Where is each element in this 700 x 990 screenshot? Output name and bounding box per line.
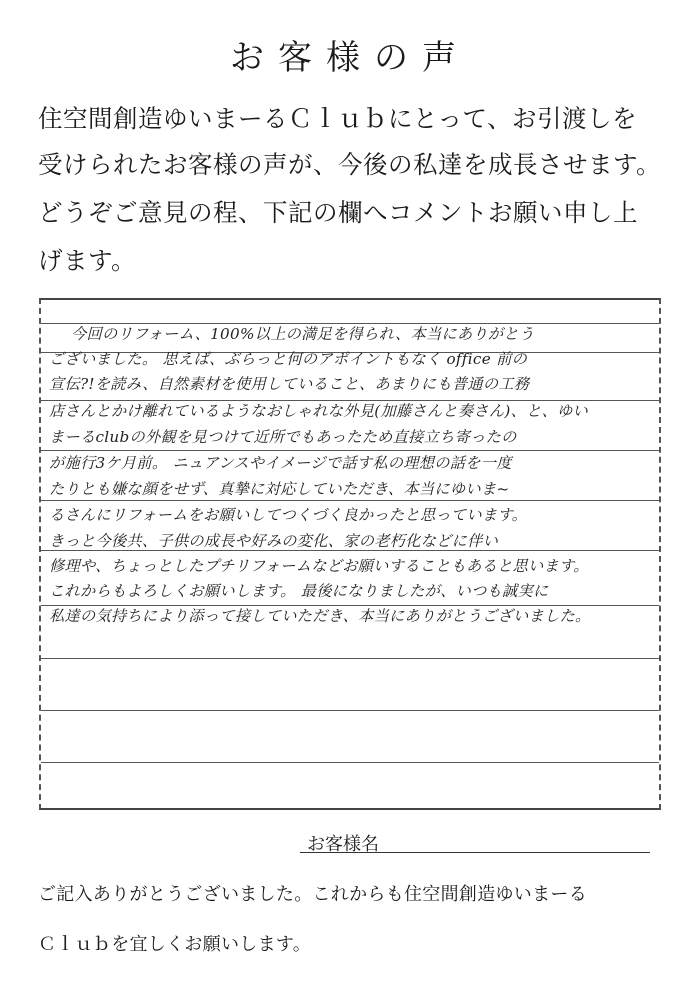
closing-line-1: ご記入ありがとうございました。これからも住空間創造ゆいまーる — [38, 884, 587, 905]
comment-line-2: ございました。 思えば、ぶらっと何のアポイントもなく office 前の — [49, 350, 528, 368]
intro-line-4: げます。 — [38, 246, 137, 275]
page-title: お客様の声 — [230, 38, 470, 78]
customer-name-field[interactable] — [300, 852, 650, 853]
intro-line-3: どうぞご意見の程、下記の欄へコメントお願い申し上 — [38, 198, 638, 227]
comment-line-8: るさんにリフォームをお願いしてつくづく良かったと思っています。 — [49, 506, 528, 524]
intro-line-2: 受けられたお客様の声が、今後の私達を成長させます。 — [38, 150, 662, 179]
comment-line-12: 私達の気持ちにより添って接していただき、本当にありがとうございました。 — [49, 607, 591, 625]
comment-line-5: まーるclubの外観を見つけて近所でもあったため直接立ち寄ったの — [49, 428, 517, 446]
customer-name-label: お客様名 — [307, 834, 379, 855]
ruled-line — [41, 500, 659, 501]
comment-box — [39, 298, 661, 810]
comment-line-7: たりとも嫌な顔をせず、真摯に対応していただき、本当にゆいま~ — [49, 480, 510, 498]
comment-line-3: 宣伝?!を読み、自然素材を使用していること、あまりにも普通の工務 — [49, 375, 530, 393]
ruled-line — [41, 710, 659, 711]
ruled-line — [41, 762, 659, 763]
ruled-line — [41, 450, 659, 451]
comment-line-10: 修理や、ちょっとしたプチリフォームなどお願いすることもあると思います。 — [49, 557, 589, 575]
comment-line-6: が施行3ケ月前。 ニュアンスやイメージで話す私の理想の話を一度 — [49, 454, 512, 472]
intro-line-1: 住空間創造ゆいまーるＣｌｕｂにとって、お引渡しを — [38, 104, 638, 133]
comment-line-11: これからもよろしくお願いします。 最後になりましたが、いつも誠実に — [49, 582, 549, 600]
closing-line-2: Ｃｌｕｂを宜しくお願いします。 — [38, 934, 312, 955]
comment-line-1: 今回のリフォーム、100%以上の満足を得られ、本当にありがとう — [71, 325, 535, 343]
comment-line-4: 店さんとかけ離れているようなおしゃれな外見(加藤さんと奏さん)、と、ゆい — [49, 402, 589, 420]
ruled-line — [41, 658, 659, 659]
comment-line-9: きっと今後共、子供の成長や好みの変化、家の老朽化などに伴い — [49, 532, 499, 550]
